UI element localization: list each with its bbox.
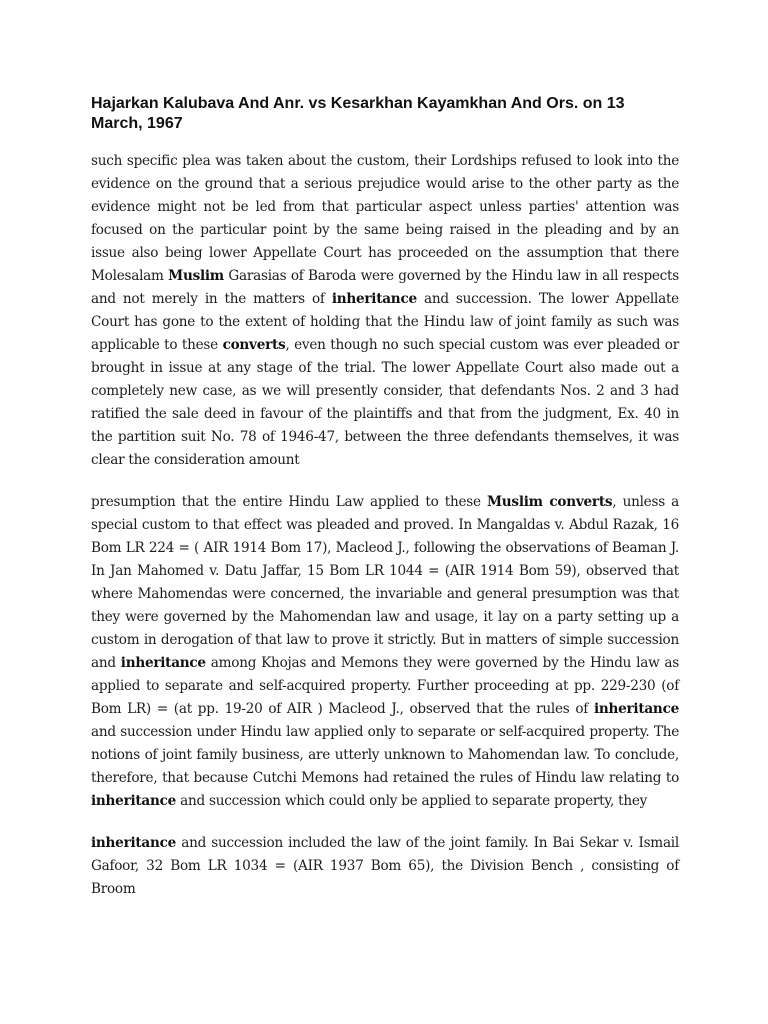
document-page xyxy=(91,94,679,901)
text-run: among Khojas and Memons they were governed by the Hindu law as applied to separate and self-acquired property. Further proceeding at pp. 229-230 (of Bom LR) = (at pp. 19-20 of AIR ) Macleod J., observed that the rules of xyxy=(91,655,679,717)
highlighted-term: Muslim converts xyxy=(486,494,613,510)
highlighted-term: inheritance xyxy=(91,835,177,851)
highlighted-term: inheritance xyxy=(120,655,206,671)
document-title: Hajarkan Kalubava And Anr. vs Kesarkhan Kayamkhan And Ors. on 13 March, 1967 xyxy=(91,95,625,132)
paragraph-1 xyxy=(91,150,679,472)
text-run: such specific plea was taken about the custom, their Lordships refused to look into the evidence on the ground that a serious prejudice would arise to the other party as the evidence might not be led from that particular aspect unless parties' attention was focused on the particular point by the same being raised in the pleading and by an issue also being lower Appellate Court has proceeded on the assumption that there Molesalam xyxy=(91,153,679,284)
text-run: and succession under Hindu law applied only to separate or self-acquired property. The notions of joint family business, are utterly unknown to Mahomendan law. To conclude, therefore, that because Cutchi Memons had retained the rules of Hindu law relating to xyxy=(91,724,679,786)
highlighted-term: Muslim xyxy=(168,268,224,284)
text-run: , unless a special custom to that effect was pleaded and proved. In Mangaldas v. Abdul Razak, 16 Bom LR 224 = ( AIR 1914 Bom 17), Macleod J., following the observations of Beaman J. In Jan Mahomed v. Datu Jaffar, 15 Bom LR 1044 = (AIR 1914 Bom 59), observed that where Mahomendas were concerned, the invariable and general presumption was that they were governed by the Mahomendan law and usage, it lay on a party setting up a custom in derogation of that law to prove it strictly. But in matters of simple succession and xyxy=(91,494,679,671)
highlighted-term: converts xyxy=(222,337,286,353)
text-run: and succession. The lower Appellate Court has gone to the extent of holding that the Hindu law of joint family as such was applicable to these xyxy=(91,291,679,353)
paragraph-3 xyxy=(91,832,679,901)
text-run: Garasias of Baroda were governed by the Hindu law in all respects and not merely in the matters of xyxy=(91,268,679,307)
text-run: , even though no such special custom was ever pleaded or brought in issue at any stage of the trial. The lower Appellate Court also made out a completely new case, as we will presently consider, that defendants Nos. 2 and 3 had ratified the sale deed in favour of the plaintiffs and that from the judgment, Ex. 40 in the partition suit No. 78 of 1946-47, between the three defendants themselves, it was clear the consideration amount xyxy=(91,337,679,468)
text-run: and succession included the law of the joint family. In Bai Sekar v. Ismail Gafoor, 32 Bom LR 1034 = (AIR 1937 Bom 65), the Division Bench , consisting of Broom xyxy=(91,835,679,897)
text-run: and succession which could only be applied to separate property, they xyxy=(176,793,648,809)
highlighted-term: inheritance xyxy=(91,793,177,809)
highlighted-term: inheritance xyxy=(593,701,679,717)
paragraph-2 xyxy=(91,491,679,813)
text-run: presumption that the entire Hindu Law applied to these xyxy=(91,494,487,510)
highlighted-term: inheritance xyxy=(331,291,417,307)
